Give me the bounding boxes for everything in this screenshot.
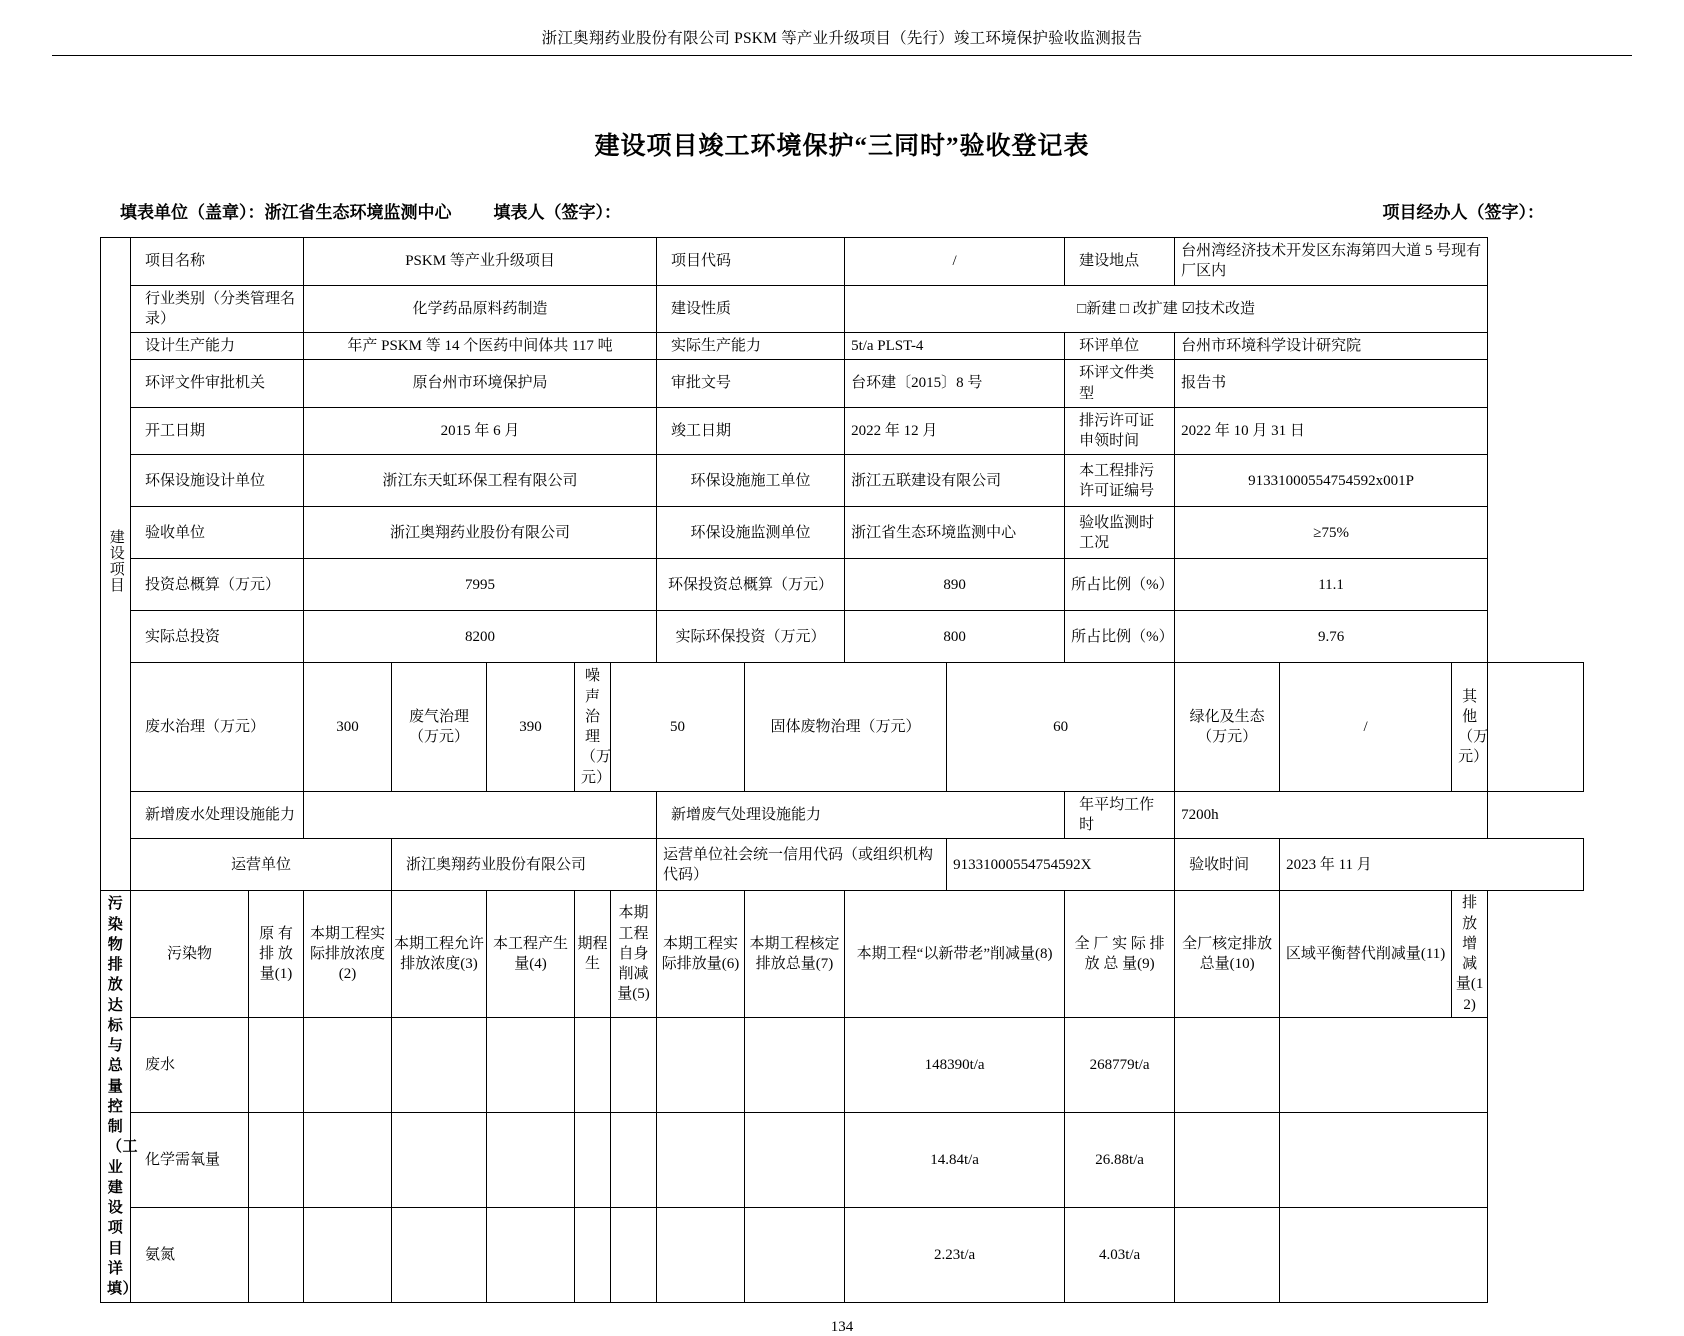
table-row [101,1112,1584,1207]
solid-waste-treat-label: 固体废物治理（万元） [745,663,947,792]
table-row [101,791,1584,839]
pollutant-cell [611,1208,657,1303]
pollutant-cell [1175,1017,1280,1112]
design-unit-label: 环保设施设计单位 [131,455,304,507]
env-invest-budget-value: 890 [845,559,1065,611]
construct-unit-label: 环保设施施工单位 [657,455,845,507]
acceptance-time-label: 验收时间 [1175,839,1280,891]
filler-unit-value: 浙江省生态环境监测中心 [264,203,452,222]
pollutant-col-header-2: 本期工程实际排放浓度(2) [304,891,392,1018]
pollutant-cell-total-actual: 14.84t/a [845,1112,1065,1207]
acceptance-unit-value: 浙江奥翔药业股份有限公司 [304,507,657,559]
pollutant-cell-total-actual: 2.23t/a [845,1208,1065,1303]
pollutant-cell [392,1112,487,1207]
filler-unit-label: 填表单位（盖章）： [120,203,265,222]
eia-approver-value: 原台州市环境保护局 [304,360,657,408]
pollutant-name: 化学需氧量 [131,1112,249,1207]
pollutant-cell [392,1208,487,1303]
work-condition-value: ≥75% [1175,507,1488,559]
greening-label: 绿化及生态（万元） [1175,663,1280,792]
pollutant-cell [392,1017,487,1112]
start-date-label: 开工日期 [131,407,304,455]
pollutant-cell [249,1017,304,1112]
pollutant-cell [745,1017,845,1112]
pollutant-cell [487,1112,575,1207]
table-row [101,839,1584,891]
eia-unit-value: 台州市环境科学设计研究院 [1175,333,1488,360]
permit-no-value: 91331000554754592x001P [1175,455,1488,507]
design-capacity-value: 年产 PSKM 等 14 个医药中间体共 117 吨 [304,333,657,360]
pollutant-cell [1280,1017,1488,1112]
permit-apply-value: 2022 年 10 月 31 日 [1175,407,1488,455]
site-value: 台州湾经济技术开发区东海第四大道 5 号现有厂区内 [1175,238,1488,286]
pollutant-col-header-1: 原 有 排 放 量(1) [249,891,304,1018]
project-name-label: 项目名称 [131,238,304,286]
pollutant-cell [611,1017,657,1112]
pollutant-cell-total-approved: 4.03t/a [1065,1208,1175,1303]
design-capacity-label: 设计生产能力 [131,333,304,360]
ratio-value-1: 11.1 [1175,559,1488,611]
table-row [101,507,1584,559]
eia-doc-type-label: 环评文件类型 [1065,360,1175,408]
pollutant-cell [657,1112,745,1207]
pollutant-cell [611,1112,657,1207]
table-row [101,285,1584,333]
operator-label: 运营单位 [131,839,392,891]
eia-approver-label: 环评文件审批机关 [131,360,304,408]
approval-no-label: 审批文号 [657,360,845,408]
wastewater-treat-label: 废水治理（万元） [131,663,304,792]
env-invest-budget-label: 环保投资总概算（万元） [657,559,845,611]
pollutant-cell [1175,1112,1280,1207]
pollutant-cell-total-approved: 26.88t/a [1065,1112,1175,1207]
pollutant-cell [1175,1208,1280,1303]
new-ww-capacity-label: 新增废水处理设施能力 [131,791,304,839]
project-name-value: PSKM 等产业升级项目 [304,238,657,286]
waste-gas-treat-label: 废气治理（万元） [392,663,487,792]
monitor-unit-value: 浙江省生态环境监测中心 [845,507,1065,559]
pollutant-col-header-12: 排 放 增 减 量(12) [1452,891,1488,1018]
pollutant-col-header-8: 本期工程“以新带老”削减量(8) [845,891,1065,1018]
industry-label: 行业类别（分类管理名录） [131,285,304,333]
table-row [101,559,1584,611]
pollutant-cell [1280,1208,1488,1303]
construct-unit-value: 浙江五联建设有限公司 [845,455,1065,507]
ratio-label-1: 所占比例（%） [1065,559,1175,611]
eia-doc-type-value: 报告书 [1175,360,1488,408]
pollutant-cell-total-approved: 268779t/a [1065,1017,1175,1112]
table-row [101,333,1584,360]
annual-hours-label: 年平均工作时 [1065,791,1175,839]
table-row [101,611,1584,663]
page-title: 建设项目竣工环境保护“三同时”验收登记表 [594,133,1090,160]
pollutant-cell [249,1112,304,1207]
noise-treat-label: 噪声治理（万元） [575,663,611,792]
running-head: 浙江奥翔药业股份有限公司 PSKM 等产业升级项目（先行）竣工环境保护验收监测报告 [541,30,1143,47]
pollutant-cell [1280,1112,1488,1207]
pollutant-col-header-9: 全 厂 实 际 排 放 总 量(9) [1065,891,1175,1018]
pollutant-cell [657,1208,745,1303]
noise-treat-value: 50 [611,663,745,792]
page-number: 134 [830,1319,854,1336]
ratio-value-2: 9.76 [1175,611,1488,663]
filler-person-label: 填表人（签字）： [493,203,621,222]
pollutant-col-header-7: 本期工程核定排放总量(7) [745,891,845,1018]
solid-waste-treat-value: 60 [947,663,1175,792]
wastewater-treat-value: 300 [304,663,392,792]
pollutant-cell [487,1017,575,1112]
nature-options: □新建 □ 改扩建 ☑技术改造 [845,285,1488,333]
actual-capacity-value: 5t/a PLST-4 [845,333,1065,360]
pollutant-cell [575,1112,611,1207]
monitor-unit-label: 环保设施监测单位 [657,507,845,559]
table-row [101,455,1584,507]
greening-value: / [1280,663,1452,792]
pollutant-cell [575,1208,611,1303]
pollutant-cell [304,1017,392,1112]
start-date-value: 2015 年 6 月 [304,407,657,455]
pollutant-cell [745,1208,845,1303]
pollutant-cell [575,1017,611,1112]
table-row [101,238,1584,286]
actual-env-invest-value: 800 [845,611,1065,663]
new-gas-capacity-label: 新增废气处理设施能力 [657,791,1065,839]
credit-code-label: 运营单位社会统一信用代码（或组织机构代码） [657,839,947,891]
side-label-pollutant: 污染物排放达标与总量控制（工业建设项目详填） [101,891,131,1303]
pollutant-col-header-6: 本期工程实际排放量(6) [657,891,745,1018]
pollutant-cell-total-actual: 148390t/a [845,1017,1065,1112]
work-condition-label: 验收监测时工况 [1065,507,1175,559]
permit-no-label: 本工程排污许可证编号 [1065,455,1175,507]
annual-hours-value: 7200h [1175,791,1488,839]
pollutant-cell [304,1208,392,1303]
credit-code-value: 91331000554754592X [947,839,1175,891]
finish-date-value: 2022 年 12 月 [845,407,1065,455]
actual-total-invest-label: 实际总投资 [131,611,304,663]
signature-row [100,198,1584,223]
pollutant-col-header-5: 本期工程自身削减量(5) [611,891,657,1018]
pollutant-name: 废水 [131,1017,249,1112]
site-label: 建设地点 [1065,238,1175,286]
registration-table [100,237,1584,1303]
pollutant-header-row [101,891,1584,1018]
other-value [1488,663,1584,792]
nature-label: 建设性质 [657,285,845,333]
pollutant-cell [304,1112,392,1207]
permit-apply-label: 排污许可证申领时间 [1065,407,1175,455]
pollutant-cell [249,1208,304,1303]
other-label: 其他（万元） [1452,663,1488,792]
operator-value: 浙江奥翔药业股份有限公司 [392,839,657,891]
industry-value: 化学药品原料药制造 [304,285,657,333]
actual-total-invest-value: 8200 [304,611,657,663]
table-row [101,1208,1584,1303]
side-label-project: 建设项目 [101,238,131,891]
pollutant-col-header-11: 区域平衡替代削减量(11) [1280,891,1452,1018]
pollutant-cell [487,1208,575,1303]
actual-capacity-label: 实际生产能力 [657,333,845,360]
total-invest-budget-value: 7995 [304,559,657,611]
eia-unit-label: 环评单位 [1065,333,1175,360]
actual-env-invest-label: 实际环保投资（万元） [657,611,845,663]
pollutant-col-header-4b: 期程生 [575,891,611,1018]
pollutant-col-header-4: 本工程产生量(4) [487,891,575,1018]
pollutant-col-header-0: 污染物 [131,891,249,1018]
project-code-value: / [845,238,1065,286]
project-manager-label: 项目经办人（签字）： [1382,203,1544,222]
design-unit-value: 浙江东天虹环保工程有限公司 [304,455,657,507]
acceptance-unit-label: 验收单位 [131,507,304,559]
acceptance-time-value: 2023 年 11 月 [1280,839,1584,891]
waste-gas-treat-value: 390 [487,663,575,792]
pollutant-col-header-10: 全厂核定排放总量(10) [1175,891,1280,1018]
ratio-label-2: 所占比例（%） [1065,611,1175,663]
pollutant-cell [657,1017,745,1112]
table-row [101,407,1584,455]
header-divider [52,55,1632,56]
table-row [101,1017,1584,1112]
finish-date-label: 竣工日期 [657,407,845,455]
new-ww-capacity-value [304,791,657,839]
pollutant-name: 氨氮 [131,1208,249,1303]
table-row [101,360,1584,408]
pollutant-cell [745,1112,845,1207]
total-invest-budget-label: 投资总概算（万元） [131,559,304,611]
table-row [101,663,1584,792]
project-code-label: 项目代码 [657,238,845,286]
approval-no-value: 台环建〔2015〕8 号 [845,360,1065,408]
pollutant-col-header-3: 本期工程允许排放浓度(3) [392,891,487,1018]
